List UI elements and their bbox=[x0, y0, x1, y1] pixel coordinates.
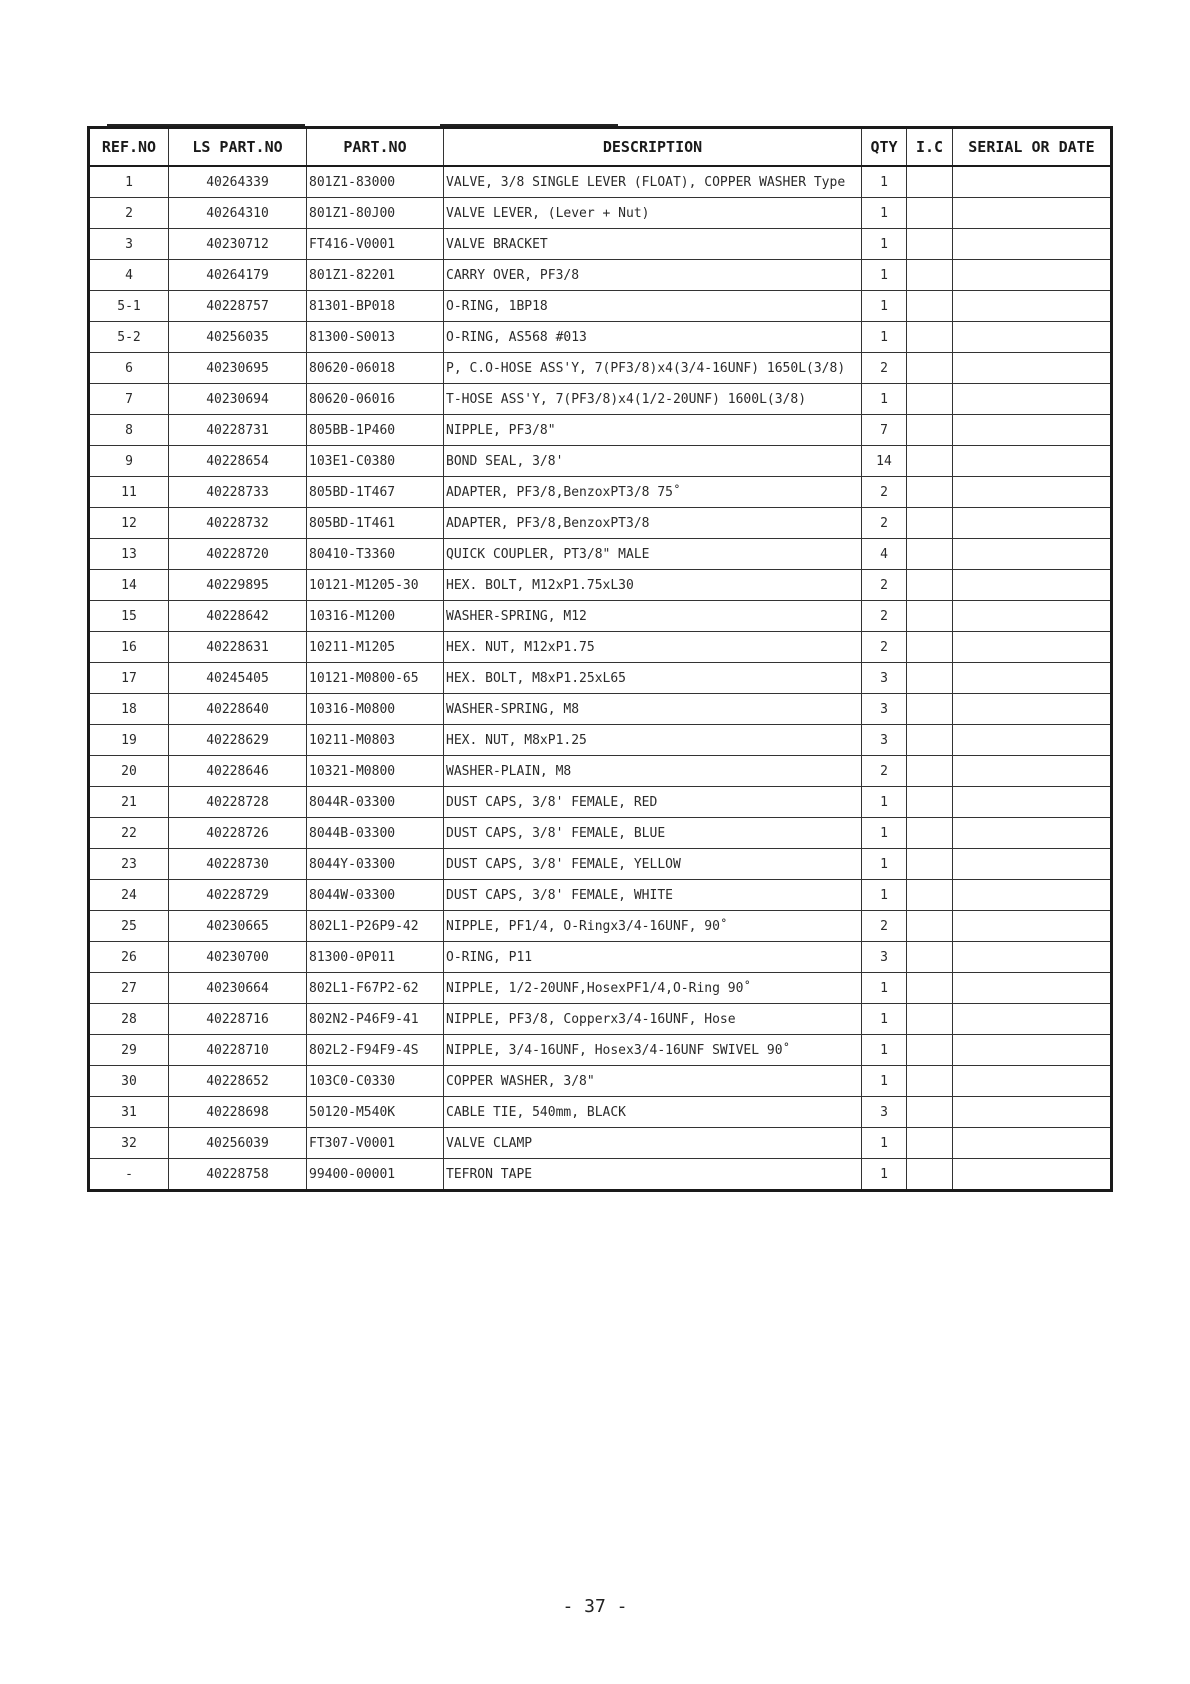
cell-ls-part-no: 40230694 bbox=[169, 384, 307, 415]
cell-serial-or-date bbox=[953, 1128, 1112, 1159]
cell-description: NIPPLE, PF3/8" bbox=[444, 415, 862, 446]
cell-qty: 7 bbox=[862, 415, 907, 446]
cell-serial-or-date bbox=[953, 632, 1112, 663]
cell-part-no: 10321-M0800 bbox=[307, 756, 444, 787]
cell-description: O-RING, P11 bbox=[444, 942, 862, 973]
cell-part-no: 8044Y-03300 bbox=[307, 849, 444, 880]
cell-qty: 2 bbox=[862, 911, 907, 942]
cell-ref-no: 20 bbox=[89, 756, 169, 787]
cell-ls-part-no: 40228646 bbox=[169, 756, 307, 787]
cell-qty: 3 bbox=[862, 942, 907, 973]
cell-description: HEX. BOLT, M8xP1.25xL65 bbox=[444, 663, 862, 694]
cell-part-no: 10211-M1205 bbox=[307, 632, 444, 663]
cell-description: T-HOSE ASS'Y, 7(PF3/8)x4(1/2-20UNF) 1600L(3/8) bbox=[444, 384, 862, 415]
cell-serial-or-date bbox=[953, 1004, 1112, 1035]
cell-part-no: 805BD-1T467 bbox=[307, 477, 444, 508]
cell-description: ADAPTER, PF3/8,BenzoxPT3/8 bbox=[444, 508, 862, 539]
cell-ref-no: 26 bbox=[89, 942, 169, 973]
cell-ref-no: 17 bbox=[89, 663, 169, 694]
cell-qty: 1 bbox=[862, 818, 907, 849]
cell-ls-part-no: 40228728 bbox=[169, 787, 307, 818]
cell-ic bbox=[907, 1035, 953, 1066]
cell-qty: 1 bbox=[862, 384, 907, 415]
header-row bbox=[89, 128, 1112, 167]
cell-ic bbox=[907, 198, 953, 229]
page-number: - 37 - bbox=[562, 1596, 628, 1617]
table-row bbox=[89, 166, 1112, 198]
cell-ref-no: 14 bbox=[89, 570, 169, 601]
cell-serial-or-date bbox=[953, 166, 1112, 198]
cell-description: TEFRON TAPE bbox=[444, 1159, 862, 1191]
cell-part-no: 8044R-03300 bbox=[307, 787, 444, 818]
cell-part-no: 8044W-03300 bbox=[307, 880, 444, 911]
cell-description: O-RING, 1BP18 bbox=[444, 291, 862, 322]
table-row bbox=[89, 1004, 1112, 1035]
header-description: DESCRIPTION bbox=[444, 128, 862, 167]
cell-serial-or-date bbox=[953, 818, 1112, 849]
cell-ref-no: 19 bbox=[89, 725, 169, 756]
cell-ref-no: 5-1 bbox=[89, 291, 169, 322]
cell-ls-part-no: 40264310 bbox=[169, 198, 307, 229]
cell-ref-no: 11 bbox=[89, 477, 169, 508]
cell-serial-or-date bbox=[953, 508, 1112, 539]
header-part-no: PART.NO bbox=[307, 128, 444, 167]
cell-qty: 1 bbox=[862, 849, 907, 880]
cell-serial-or-date bbox=[953, 353, 1112, 384]
cell-description: ADAPTER, PF3/8,BenzoxPT3/8 75˚ bbox=[444, 477, 862, 508]
cell-ic bbox=[907, 539, 953, 570]
cell-ic bbox=[907, 291, 953, 322]
cell-description: DUST CAPS, 3/8' FEMALE, BLUE bbox=[444, 818, 862, 849]
cell-ls-part-no: 40228729 bbox=[169, 880, 307, 911]
cell-ls-part-no: 40228629 bbox=[169, 725, 307, 756]
cell-part-no: 10316-M0800 bbox=[307, 694, 444, 725]
table-row bbox=[89, 353, 1112, 384]
cell-part-no: 805BB-1P460 bbox=[307, 415, 444, 446]
cell-description: QUICK COUPLER, PT3/8" MALE bbox=[444, 539, 862, 570]
cell-ls-part-no: 40228710 bbox=[169, 1035, 307, 1066]
cell-serial-or-date bbox=[953, 756, 1112, 787]
cell-ic bbox=[907, 756, 953, 787]
cell-serial-or-date bbox=[953, 973, 1112, 1004]
table-row bbox=[89, 322, 1112, 353]
table-row bbox=[89, 570, 1112, 601]
cell-ref-no: 3 bbox=[89, 229, 169, 260]
table-row bbox=[89, 508, 1112, 539]
cell-serial-or-date bbox=[953, 260, 1112, 291]
cell-ic bbox=[907, 849, 953, 880]
cell-qty: 1 bbox=[862, 880, 907, 911]
cell-ic bbox=[907, 446, 953, 477]
cell-ic bbox=[907, 322, 953, 353]
cell-ic bbox=[907, 384, 953, 415]
table-row bbox=[89, 663, 1112, 694]
cell-ref-no: 29 bbox=[89, 1035, 169, 1066]
cell-ls-part-no: 40256039 bbox=[169, 1128, 307, 1159]
cell-part-no: 81300-S0013 bbox=[307, 322, 444, 353]
cell-ref-no: 30 bbox=[89, 1066, 169, 1097]
cell-ic bbox=[907, 942, 953, 973]
cell-qty: 1 bbox=[862, 1066, 907, 1097]
cell-serial-or-date bbox=[953, 446, 1112, 477]
header-qty: QTY bbox=[862, 128, 907, 167]
cell-ref-no: 9 bbox=[89, 446, 169, 477]
cell-qty: 1 bbox=[862, 229, 907, 260]
cell-ic bbox=[907, 1097, 953, 1128]
cell-serial-or-date bbox=[953, 880, 1112, 911]
cell-serial-or-date bbox=[953, 725, 1112, 756]
cell-description: NIPPLE, PF1/4, O-Ringx3/4-16UNF, 90˚ bbox=[444, 911, 862, 942]
cell-qty: 3 bbox=[862, 663, 907, 694]
cell-ic bbox=[907, 1004, 953, 1035]
table-row bbox=[89, 818, 1112, 849]
cell-ic bbox=[907, 632, 953, 663]
cell-part-no: 103E1-C0380 bbox=[307, 446, 444, 477]
table-row bbox=[89, 942, 1112, 973]
table-row bbox=[89, 477, 1112, 508]
table-row bbox=[89, 725, 1112, 756]
cell-qty: 1 bbox=[862, 1004, 907, 1035]
cell-description: BOND SEAL, 3/8' bbox=[444, 446, 862, 477]
cell-description: WASHER-PLAIN, M8 bbox=[444, 756, 862, 787]
cell-description: COPPER WASHER, 3/8" bbox=[444, 1066, 862, 1097]
cell-ref-no: 31 bbox=[89, 1097, 169, 1128]
cell-serial-or-date bbox=[953, 291, 1112, 322]
cell-description: CABLE TIE, 540mm, BLACK bbox=[444, 1097, 862, 1128]
cell-part-no: 81301-BP018 bbox=[307, 291, 444, 322]
cell-qty: 1 bbox=[862, 260, 907, 291]
cell-qty: 2 bbox=[862, 353, 907, 384]
table-row bbox=[89, 601, 1112, 632]
cell-ref-no: 28 bbox=[89, 1004, 169, 1035]
cell-qty: 2 bbox=[862, 632, 907, 663]
cell-qty: 3 bbox=[862, 725, 907, 756]
table-row bbox=[89, 973, 1112, 1004]
cell-qty: 3 bbox=[862, 694, 907, 725]
cell-description: CARRY OVER, PF3/8 bbox=[444, 260, 862, 291]
cell-ls-part-no: 40228654 bbox=[169, 446, 307, 477]
table-row bbox=[89, 849, 1112, 880]
cell-ls-part-no: 40264339 bbox=[169, 166, 307, 198]
cell-ref-no: 16 bbox=[89, 632, 169, 663]
cell-ref-no: 21 bbox=[89, 787, 169, 818]
cell-ref-no: 5-2 bbox=[89, 322, 169, 353]
cell-ic bbox=[907, 353, 953, 384]
cell-ls-part-no: 40228731 bbox=[169, 415, 307, 446]
cell-part-no: 50120-M540K bbox=[307, 1097, 444, 1128]
cell-part-no: 80620-06016 bbox=[307, 384, 444, 415]
cell-qty: 2 bbox=[862, 508, 907, 539]
cell-ic bbox=[907, 229, 953, 260]
table-row bbox=[89, 787, 1112, 818]
cell-ref-no: 24 bbox=[89, 880, 169, 911]
cell-description: HEX. NUT, M8xP1.25 bbox=[444, 725, 862, 756]
cell-ref-no: 2 bbox=[89, 198, 169, 229]
cell-description: DUST CAPS, 3/8' FEMALE, RED bbox=[444, 787, 862, 818]
cell-serial-or-date bbox=[953, 415, 1112, 446]
cell-serial-or-date bbox=[953, 911, 1112, 942]
table-row bbox=[89, 291, 1112, 322]
cell-serial-or-date bbox=[953, 787, 1112, 818]
cell-ls-part-no: 40230664 bbox=[169, 973, 307, 1004]
cell-qty: 1 bbox=[862, 973, 907, 1004]
header-ls-part-no: LS PART.NO bbox=[169, 128, 307, 167]
cell-ls-part-no: 40229895 bbox=[169, 570, 307, 601]
cell-ref-no: 27 bbox=[89, 973, 169, 1004]
cell-ref-no: 6 bbox=[89, 353, 169, 384]
cell-ref-no: 22 bbox=[89, 818, 169, 849]
cell-qty: 1 bbox=[862, 166, 907, 198]
cell-description: WASHER-SPRING, M12 bbox=[444, 601, 862, 632]
cell-description: HEX. NUT, M12xP1.75 bbox=[444, 632, 862, 663]
cell-description: NIPPLE, PF3/8, Copperx3/4-16UNF, Hose bbox=[444, 1004, 862, 1035]
cell-qty: 1 bbox=[862, 1128, 907, 1159]
cell-ic bbox=[907, 260, 953, 291]
cell-ic bbox=[907, 415, 953, 446]
cell-qty: 1 bbox=[862, 291, 907, 322]
cell-qty: 1 bbox=[862, 1159, 907, 1191]
cell-part-no: 81300-0P011 bbox=[307, 942, 444, 973]
cell-ref-no: 32 bbox=[89, 1128, 169, 1159]
cell-qty: 1 bbox=[862, 198, 907, 229]
table-row bbox=[89, 1159, 1112, 1191]
cell-ref-no: 12 bbox=[89, 508, 169, 539]
cell-serial-or-date bbox=[953, 1035, 1112, 1066]
cell-ls-part-no: 40228732 bbox=[169, 508, 307, 539]
cell-description: VALVE BRACKET bbox=[444, 229, 862, 260]
cell-qty: 2 bbox=[862, 756, 907, 787]
cell-description: HEX. BOLT, M12xP1.75xL30 bbox=[444, 570, 862, 601]
parts-table bbox=[87, 126, 1113, 1192]
cell-qty: 2 bbox=[862, 570, 907, 601]
cell-description: NIPPLE, 3/4-16UNF, Hosex3/4-16UNF SWIVEL 90˚ bbox=[444, 1035, 862, 1066]
cell-serial-or-date bbox=[953, 1097, 1112, 1128]
cell-part-no: 10211-M0803 bbox=[307, 725, 444, 756]
cell-ls-part-no: 40230700 bbox=[169, 942, 307, 973]
table-row bbox=[89, 880, 1112, 911]
cell-ls-part-no: 40230712 bbox=[169, 229, 307, 260]
cell-ls-part-no: 40256035 bbox=[169, 322, 307, 353]
table-row bbox=[89, 1035, 1112, 1066]
cell-serial-or-date bbox=[953, 849, 1112, 880]
table-row bbox=[89, 632, 1112, 663]
cell-ic bbox=[907, 725, 953, 756]
cell-ref-no: 8 bbox=[89, 415, 169, 446]
cell-part-no: 10316-M1200 bbox=[307, 601, 444, 632]
cell-ls-part-no: 40228730 bbox=[169, 849, 307, 880]
cell-ref-no: 25 bbox=[89, 911, 169, 942]
cell-qty: 2 bbox=[862, 477, 907, 508]
cell-ic bbox=[907, 973, 953, 1004]
cell-ic bbox=[907, 787, 953, 818]
cell-serial-or-date bbox=[953, 601, 1112, 632]
cell-part-no: 802L2-F94F9-4S bbox=[307, 1035, 444, 1066]
cell-ref-no: 18 bbox=[89, 694, 169, 725]
cell-ls-part-no: 40228733 bbox=[169, 477, 307, 508]
cell-part-no: FT416-V0001 bbox=[307, 229, 444, 260]
cell-serial-or-date bbox=[953, 663, 1112, 694]
cell-ic bbox=[907, 880, 953, 911]
cell-ref-no: 7 bbox=[89, 384, 169, 415]
cell-part-no: 80410-T3360 bbox=[307, 539, 444, 570]
cell-ic bbox=[907, 508, 953, 539]
cell-description: NIPPLE, 1/2-20UNF,HosexPF1/4,O-Ring 90˚ bbox=[444, 973, 862, 1004]
cell-description: P, C.O-HOSE ASS'Y, 7(PF3/8)x4(3/4-16UNF) 1650L(3/8) bbox=[444, 353, 862, 384]
cell-qty: 1 bbox=[862, 787, 907, 818]
cell-part-no: 8044B-03300 bbox=[307, 818, 444, 849]
cell-ls-part-no: 40228720 bbox=[169, 539, 307, 570]
cell-ic bbox=[907, 1159, 953, 1191]
cell-ic bbox=[907, 1066, 953, 1097]
cell-serial-or-date bbox=[953, 198, 1112, 229]
cell-qty: 4 bbox=[862, 539, 907, 570]
cell-part-no: 10121-M1205-30 bbox=[307, 570, 444, 601]
cell-part-no: 802L1-P26P9-42 bbox=[307, 911, 444, 942]
cell-ls-part-no: 40228642 bbox=[169, 601, 307, 632]
header-serial-or-date: SERIAL OR DATE bbox=[953, 128, 1112, 167]
table-row bbox=[89, 911, 1112, 942]
table-row bbox=[89, 446, 1112, 477]
cell-description: VALVE CLAMP bbox=[444, 1128, 862, 1159]
cell-qty: 2 bbox=[862, 601, 907, 632]
cell-ref-no: 23 bbox=[89, 849, 169, 880]
cell-ls-part-no: 40228698 bbox=[169, 1097, 307, 1128]
cell-serial-or-date bbox=[953, 477, 1112, 508]
cell-part-no: FT307-V0001 bbox=[307, 1128, 444, 1159]
cell-ls-part-no: 40228758 bbox=[169, 1159, 307, 1191]
table-row bbox=[89, 756, 1112, 787]
cell-serial-or-date bbox=[953, 229, 1112, 260]
table-row bbox=[89, 384, 1112, 415]
table-row bbox=[89, 198, 1112, 229]
cell-description: DUST CAPS, 3/8' FEMALE, WHITE bbox=[444, 880, 862, 911]
cell-part-no: 103C0-C0330 bbox=[307, 1066, 444, 1097]
cell-serial-or-date bbox=[953, 942, 1112, 973]
cell-part-no: 802L1-F67P2-62 bbox=[307, 973, 444, 1004]
cell-qty: 14 bbox=[862, 446, 907, 477]
cell-ref-no: 13 bbox=[89, 539, 169, 570]
cell-description: WASHER-SPRING, M8 bbox=[444, 694, 862, 725]
cell-ic bbox=[907, 166, 953, 198]
table-row bbox=[89, 694, 1112, 725]
header-ref-no: REF.NO bbox=[89, 128, 169, 167]
cell-part-no: 801Z1-80J00 bbox=[307, 198, 444, 229]
cell-part-no: 80620-06018 bbox=[307, 353, 444, 384]
cell-serial-or-date bbox=[953, 384, 1112, 415]
table-row bbox=[89, 260, 1112, 291]
cell-ic bbox=[907, 1128, 953, 1159]
cell-ic bbox=[907, 694, 953, 725]
table-row bbox=[89, 415, 1112, 446]
cell-ls-part-no: 40230695 bbox=[169, 353, 307, 384]
cell-description: O-RING, AS568 #013 bbox=[444, 322, 862, 353]
cell-ref-no: - bbox=[89, 1159, 169, 1191]
cell-ic bbox=[907, 601, 953, 632]
cell-ref-no: 4 bbox=[89, 260, 169, 291]
cell-ls-part-no: 40245405 bbox=[169, 663, 307, 694]
header-ic: I.C bbox=[907, 128, 953, 167]
cell-part-no: 10121-M0800-65 bbox=[307, 663, 444, 694]
cell-serial-or-date bbox=[953, 694, 1112, 725]
cell-serial-or-date bbox=[953, 1066, 1112, 1097]
table-row bbox=[89, 229, 1112, 260]
cell-serial-or-date bbox=[953, 570, 1112, 601]
cell-ls-part-no: 40228631 bbox=[169, 632, 307, 663]
cell-serial-or-date bbox=[953, 1159, 1112, 1191]
table-row bbox=[89, 539, 1112, 570]
cell-ic bbox=[907, 911, 953, 942]
cell-part-no: 805BD-1T461 bbox=[307, 508, 444, 539]
cell-description: VALVE, 3/8 SINGLE LEVER (FLOAT), COPPER WASHER Type bbox=[444, 166, 862, 198]
table-row bbox=[89, 1066, 1112, 1097]
cell-ref-no: 15 bbox=[89, 601, 169, 632]
cell-ref-no: 1 bbox=[89, 166, 169, 198]
cell-serial-or-date bbox=[953, 539, 1112, 570]
cell-serial-or-date bbox=[953, 322, 1112, 353]
cell-ls-part-no: 40228726 bbox=[169, 818, 307, 849]
cell-part-no: 801Z1-83000 bbox=[307, 166, 444, 198]
cell-qty: 3 bbox=[862, 1097, 907, 1128]
cell-ls-part-no: 40264179 bbox=[169, 260, 307, 291]
cell-part-no: 802N2-P46F9-41 bbox=[307, 1004, 444, 1035]
cell-ls-part-no: 40228640 bbox=[169, 694, 307, 725]
cell-part-no: 801Z1-82201 bbox=[307, 260, 444, 291]
cell-description: VALVE LEVER, (Lever + Nut) bbox=[444, 198, 862, 229]
cell-qty: 1 bbox=[862, 322, 907, 353]
cell-qty: 1 bbox=[862, 1035, 907, 1066]
cell-ic bbox=[907, 818, 953, 849]
cell-ic bbox=[907, 570, 953, 601]
cell-ls-part-no: 40228652 bbox=[169, 1066, 307, 1097]
table-row bbox=[89, 1128, 1112, 1159]
cell-ls-part-no: 40228757 bbox=[169, 291, 307, 322]
cell-ls-part-no: 40228716 bbox=[169, 1004, 307, 1035]
cell-ic bbox=[907, 477, 953, 508]
cell-ls-part-no: 40230665 bbox=[169, 911, 307, 942]
cell-description: DUST CAPS, 3/8' FEMALE, YELLOW bbox=[444, 849, 862, 880]
table-row bbox=[89, 1097, 1112, 1128]
cell-ic bbox=[907, 663, 953, 694]
cell-part-no: 99400-00001 bbox=[307, 1159, 444, 1191]
